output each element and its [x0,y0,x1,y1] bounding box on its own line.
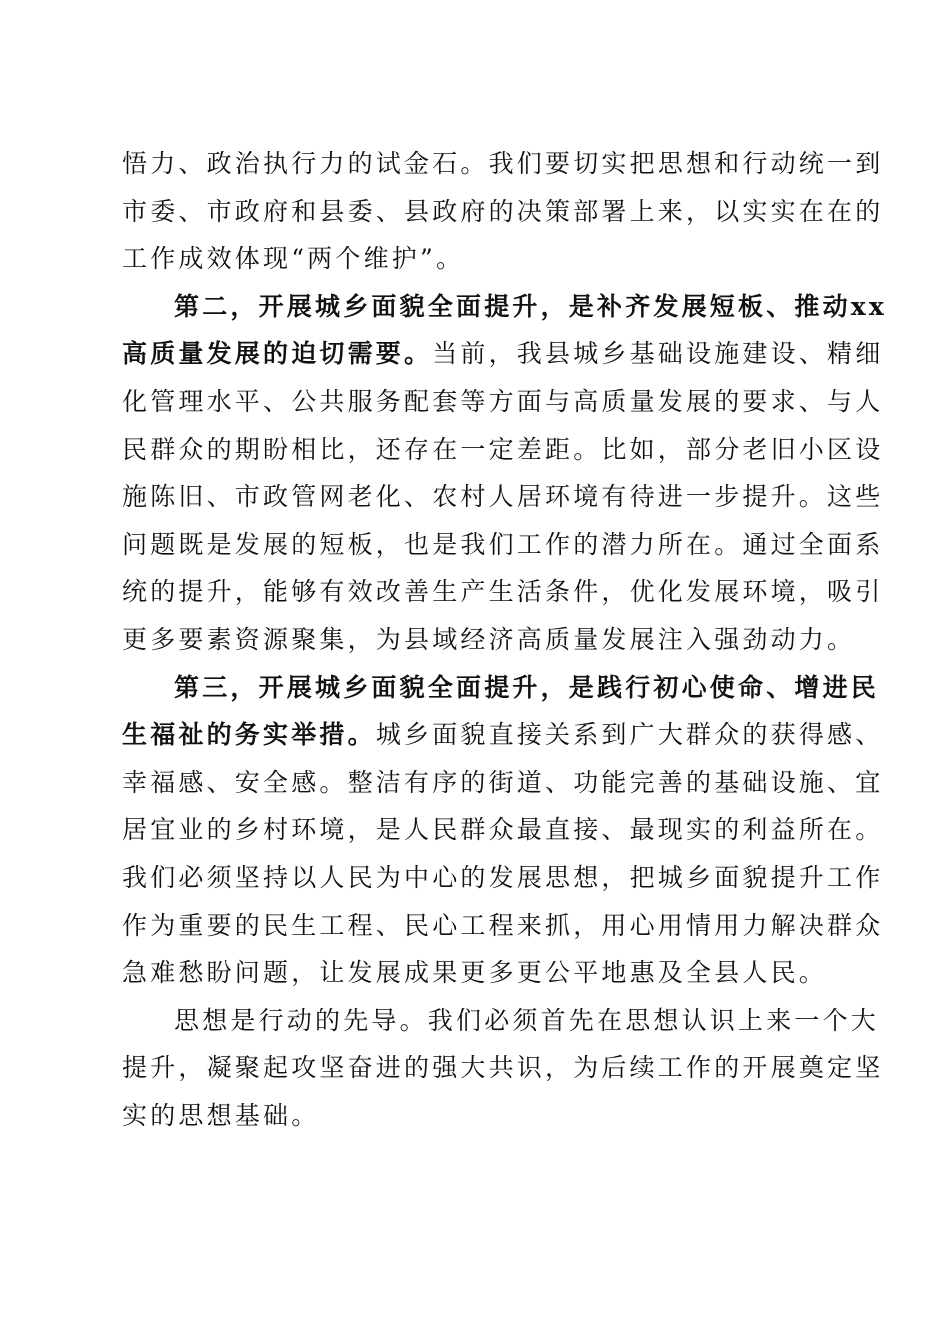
text-run: 提升，凝聚起攻坚奋进的强大共识，为后续工作的开展奠定坚 [122,1053,884,1083]
text-line [122,1092,828,1140]
text-run: 城乡面貌直接关系到广大群众的获得感、 [375,720,884,750]
text-line [122,902,884,950]
text-run: 市委、市政府和县委、县政府的决策部署上来，以实实在在的 [122,196,884,226]
text-run: 问题既是发展的短板，也是我们工作的潜力所在。通过全面系 [122,529,884,559]
text-run: 施陈旧、市政管网老化、农村人居环境有待进一步提升。这些 [122,482,884,512]
text-run: 思想是行动的先导。我们必须首先在思想认识上来一个大 [174,1005,880,1035]
text-run: 作为重要的民生工程、民心工程来抓，用心用情用力解决群众 [122,910,884,940]
text-line [122,378,884,426]
text-run: 民群众的期盼相比，还存在一定差距。比如，部分老旧小区设 [122,434,884,464]
text-run: 统的提升，能够有效改善生产生活条件，优化发展环境，吸引 [122,577,884,607]
text-run: 当前，我县城乡基础设施建设、精细 [432,339,884,369]
bold-heading-run: 第二，开展城乡面貌全面提升，是补齐发展短板、推动xx [174,291,888,321]
text-line [122,664,880,712]
document-body [122,140,888,1139]
text-line [122,1044,884,1092]
text-run: 幸福感、安全感。整洁有序的街道、功能完善的基础设施、宜 [122,767,884,797]
text-line [122,521,884,569]
paragraph-third-point [122,664,884,997]
text-run: 居宜业的乡村环境，是人民群众最直接、最现实的利益所在。 [122,815,884,845]
text-line [122,711,884,759]
bold-heading-run: 第三，开展城乡面貌全面提升，是践行初心使命、增进民 [174,672,880,702]
text-line [122,330,884,378]
text-line [122,140,884,188]
text-line [122,568,884,616]
text-run: 急难愁盼问题，让发展成果更多更公平地惠及全县人民。 [122,958,828,988]
text-line [122,759,884,807]
text-line [122,235,828,283]
text-line [122,949,828,997]
text-line [122,473,884,521]
text-line [122,188,884,236]
text-line [122,806,884,854]
text-line [122,997,880,1045]
text-run: 我们必须坚持以人民为中心的发展思想，把城乡面貌提升工作 [122,862,884,892]
text-line [122,854,884,902]
paragraph-conclusion [122,997,884,1140]
bold-heading-run: 高质量发展的迫切需要。 [122,339,433,369]
text-line [122,616,856,664]
text-line [122,283,888,331]
paragraph-continuation [122,140,884,283]
bold-heading-run: 生福祉的务实举措。 [122,720,376,750]
paragraph-second-point [122,283,888,664]
text-run: 悟力、政治执行力的试金石。我们要切实把思想和行动统一到 [122,149,884,178]
text-line [122,426,884,474]
text-run: 更多要素资源聚集，为县域经济高质量发展注入强劲动力。 [122,624,856,654]
text-run: 实的思想基础。 [122,1100,320,1130]
text-run: 化管理水平、公共服务配套等方面与高质量发展的要求、与人 [122,386,884,416]
text-run: 工作成效体现“两个维护”。 [122,244,465,274]
